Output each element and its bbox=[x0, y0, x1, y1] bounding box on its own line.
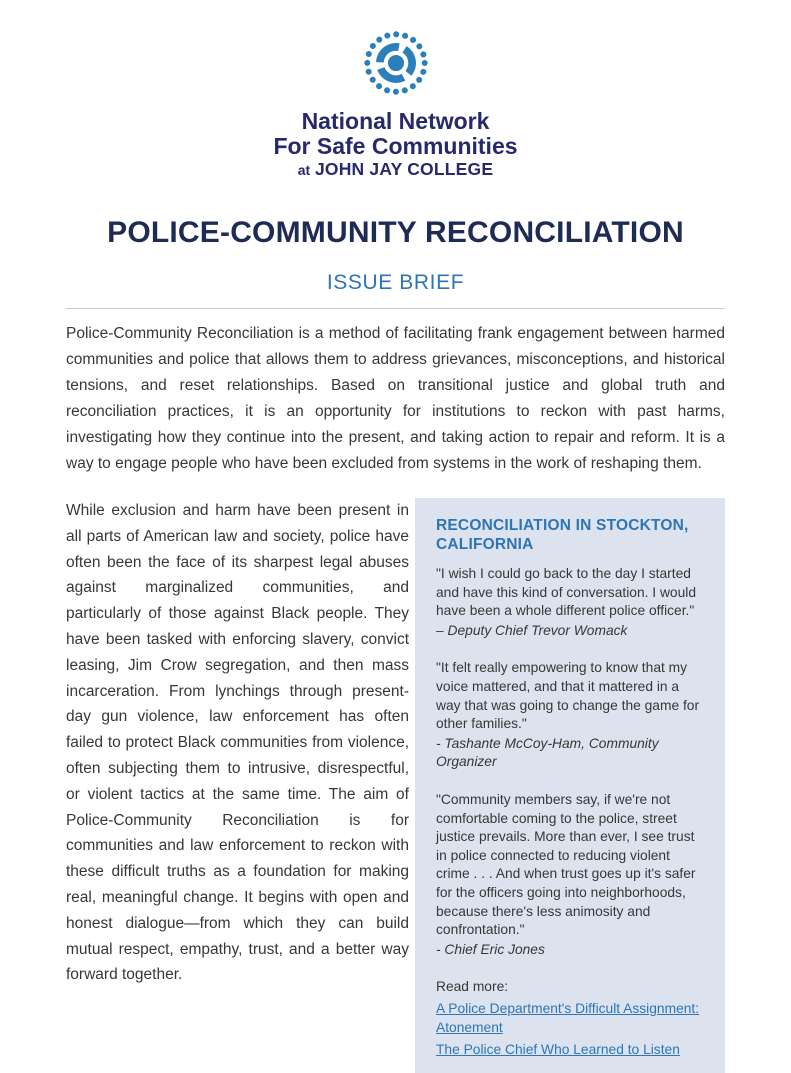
quote-text: "I wish I could go back to the day I started and have this kind of conversation. I would have been a whole different police officer." bbox=[436, 566, 696, 619]
logo-college-name: JOHN JAY COLLEGE bbox=[314, 159, 494, 179]
logo-at-text: at bbox=[297, 162, 311, 178]
nnsc-logo bbox=[66, 0, 725, 181]
content-columns bbox=[66, 498, 725, 1073]
intro-paragraph: Police-Community Reconciliation is a method of facilitating frank engagement between harmed communities and police that allows them to address grievances, misconceptions, and historical tensions, and reset relationships. Based on transitional justice and global truth and reconciliation practices, it is an opportunity for institutions to reckon with past harms, investigating how they continue into the present, and taking action to repair and reform. It is a way to engage people who have been excluded from systems in the work of reshaping them. bbox=[66, 325, 725, 472]
body-paragraph: While exclusion and harm have been present in all parts of American law and society, police have often been the face of its sharpest legal abuses against marginalized communities, and particularly of those against Black people. They have been tasked with enforcing slavery, convict leasing, Jim Crow segregation, and then mass incarceration. From lynchings through present-day gun violence, law enforcement has often failed to protect Black communities from violence, often subjecting them to intrusive, disrespectful, or violent tactics at the same time. The aim of Police-Community Reconciliation is for communities and law enforcement to reckon with these difficult truths as a foundation for making real, meaningful change. It begins with open and honest dialogue—from which they can build mutual respect, empathy, trust, and a better way forward together. bbox=[66, 502, 409, 984]
read-more-label: Read more: bbox=[436, 979, 509, 995]
quote-text: "It felt really empowering to know that my voice mattered, and that it mattered in a way that was going to change the game for other families." bbox=[436, 660, 700, 732]
quote-block bbox=[436, 659, 707, 772]
quote-text: "Community members say, if we're not comfortable coming to the police, street justice prevails. More than ever, I see trust in police connected to reducing violent crime . . . And when trust goes up it's safer for the officers going into neighborhoods, because there's less animosity and confrontation." bbox=[436, 791, 696, 938]
logo-line-2: For Safe Communities bbox=[273, 133, 518, 159]
nnsc-logo-icon bbox=[361, 85, 431, 102]
page-subtitle: ISSUE BRIEF bbox=[326, 271, 465, 294]
quote-block bbox=[436, 565, 707, 640]
link-atonement-article[interactable]: A Police Department's Difficult Assignment: Atonement bbox=[436, 1001, 700, 1035]
link-police-chief-article[interactable]: The Police Chief Who Learned to Listen bbox=[436, 1042, 680, 1058]
stockton-sidebar bbox=[415, 498, 725, 1073]
quote-attribution: - Chief Eric Jones bbox=[436, 941, 545, 957]
title-divider bbox=[66, 308, 725, 309]
quote-attribution: - Tashante McCoy-Ham, Community Organizer bbox=[436, 735, 659, 770]
nnsc-logo-text bbox=[66, 109, 725, 181]
logo-line-1: National Network bbox=[301, 108, 490, 134]
logo-line-3 bbox=[66, 159, 725, 181]
quote-block bbox=[436, 791, 707, 959]
quote-attribution: – Deputy Chief Trevor Womack bbox=[436, 622, 628, 638]
page-title: POLICE-COMMUNITY RECONCILIATION bbox=[107, 216, 684, 249]
sidebar-heading: RECONCILIATION IN STOCKTON, CALIFORNIA bbox=[436, 517, 689, 553]
